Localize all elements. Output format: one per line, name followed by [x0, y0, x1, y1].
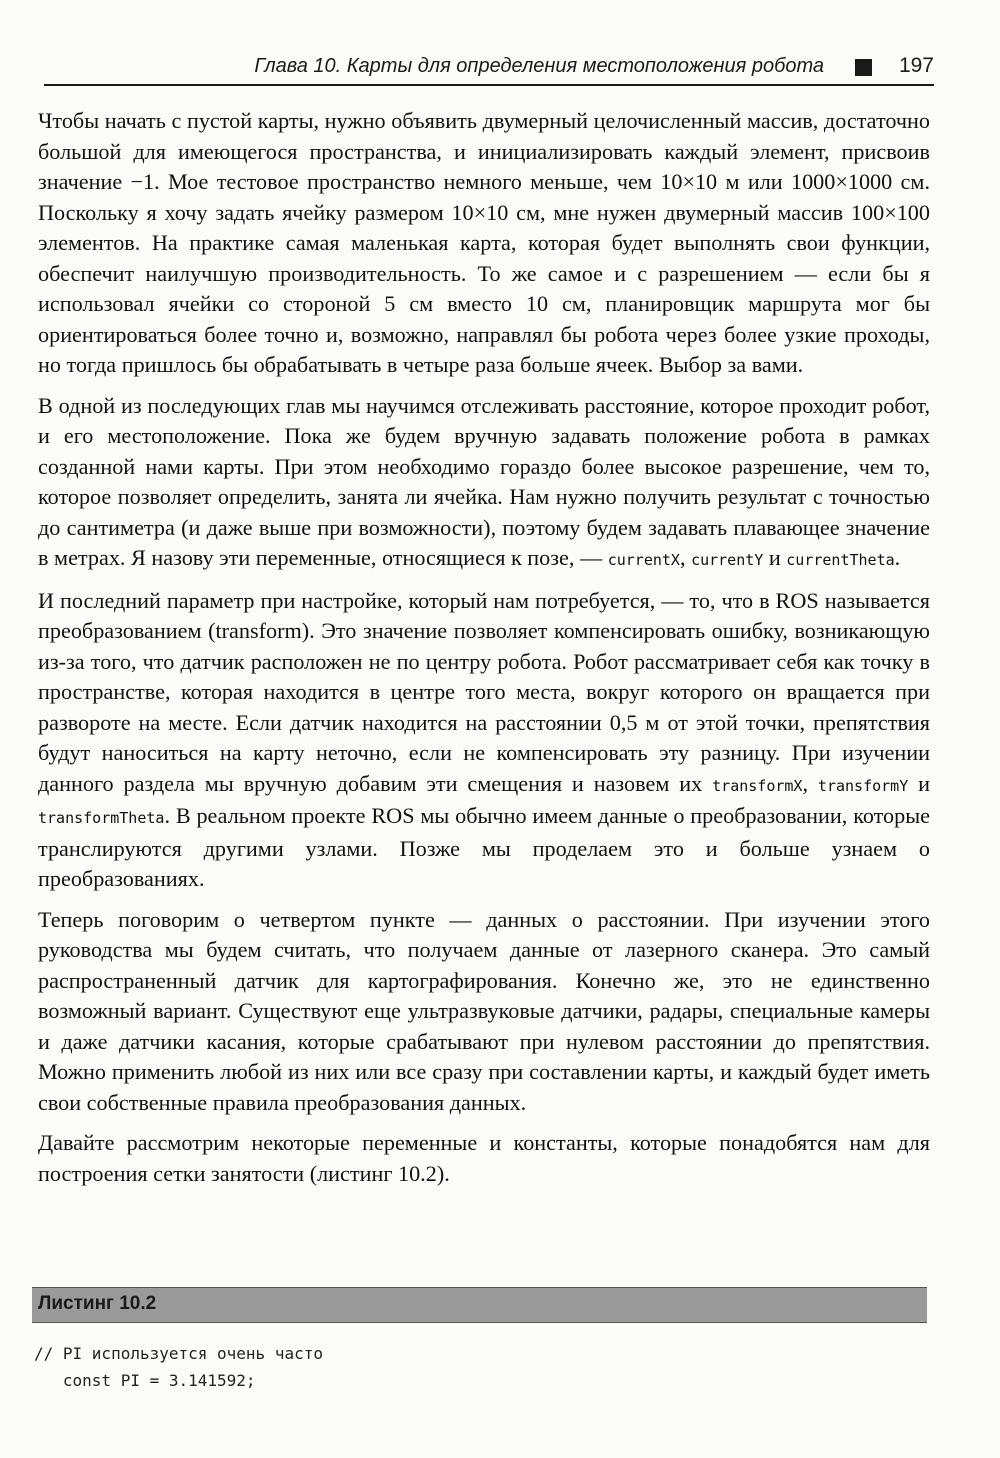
page-number: 197: [898, 54, 934, 77]
header-square-marker: [855, 59, 872, 76]
running-header: [44, 54, 934, 86]
code-currentX: currentX: [607, 551, 680, 569]
code-line-2: const PI = 3.141592;: [34, 1371, 256, 1390]
code-transformX: transformX: [712, 776, 803, 795]
conjunction: и: [918, 770, 931, 796]
listing-header-bar: [32, 1287, 927, 1323]
conjunction: и: [768, 545, 781, 570]
code-currentTheta: currentTheta: [786, 551, 895, 569]
paragraph-1: Чтобы начать с пустой карты, нужно объявить двумерный целочисленный массив, достаточно большой для имеющегося пространства, и инициализировать каждый элемент, присвоив значение −1. Мое тестовое пространство немного меньше, чем 10×10 м или 1000×1000 см. Поскольку я хочу задать ячейку размером 10×10 см, мне нужен двумерный массив 100×100 элементов. На практике самая маленькая карта, которая будет выполнять свои функции, обеспечит наилучшую производительность. То же самое и с разрешением — если бы я использовал ячейки со стороной 5 см вместо 10 см, планировщик маршрута мог бы ориентироваться более точно и, возможно, направлял бы робота через более узкие проходы, но тогда пришлось бы обрабатывать в четыре раза больше ячеек. Выбор за вами.: [38, 108, 930, 377]
code-transformY: transformY: [817, 776, 909, 795]
period: .: [894, 545, 901, 570]
paragraph-5: Давайте рассмотрим некоторые переменные и константы, которые понадобятся нам для построения сетки занятости (листинг 10.2).: [38, 1130, 930, 1186]
paragraph-2-text: В одной из последующих глав мы научимся отслеживать расстояние, которое проходит робот, и его местоположение. Пока же будем вручную задавать положение робота в рамках созданной нами карты. При этом необходимо гораздо более высокое разрешение, чем то, которое позволяет определить, занята ли ячейка. Нам нужно получить результат с точностью до сантиметра (и даже выше при возможности), поэтому будем задавать плавающее значение в метрах. Я назову эти переменные, относящиеся к позе, —: [38, 392, 930, 570]
paragraph-3: [38, 586, 930, 895]
separator: ,: [802, 770, 809, 796]
paragraph-2: [38, 391, 930, 576]
chapter-title: Глава 10. Карты для определения местоположения робота: [254, 55, 824, 77]
paragraph-3-text: И последний параметр при настройке, который нам потребуется, — то, что в ROS называется преобразованием (transform). Это значение позволяет компенсировать ошибку, возникающую из-за того, что датчик расположен не по центру робота. Робот рассматривает себя как точку в пространстве, которая находится в центре того места, вокруг которого он вращается при развороте на месте. Если датчик находится на расстоянии 0,5 м от этой точки, препятствия будут наноситься на карту неточно, если не компенсировать эту разницу. При изучении данного раздела мы вручную добавим эти смещения и назовем их: [38, 587, 930, 796]
code-transformTheta: transformTheta: [38, 809, 165, 827]
paragraph-3-tail: . В реальном проекте ROS мы обычно имеем данные о преобразовании, которые транслируются другими узлами. Позже мы проделаем это и больше узнаем о преобразованиях.: [38, 803, 930, 891]
code-currentY: currentY: [691, 551, 764, 569]
code-line-1: // PI используется очень часто: [34, 1344, 323, 1363]
paragraph-4: Теперь поговорим о четвертом пункте — данных о расстоянии. При изучении этого руководства мы будем считать, что получаем данные от лазерного сканера. Это самый распространенный датчик для картографирования. Конечно же, это не единственно возможный вариант. Существуют еще ультразвуковые датчики, радары, специальные камеры и даже датчики касания, которые срабатывают при нулевом расстоянии до препятствия. Можно применить любой из них или все сразу при составлении карты, и каждый будет иметь свои собственные правила преобразования данных.: [38, 906, 930, 1115]
code-listing: [34, 1340, 924, 1394]
listing-label: Листинг 10.2: [38, 1293, 157, 1314]
separator: ,: [679, 545, 686, 570]
body-text: [38, 106, 930, 1199]
